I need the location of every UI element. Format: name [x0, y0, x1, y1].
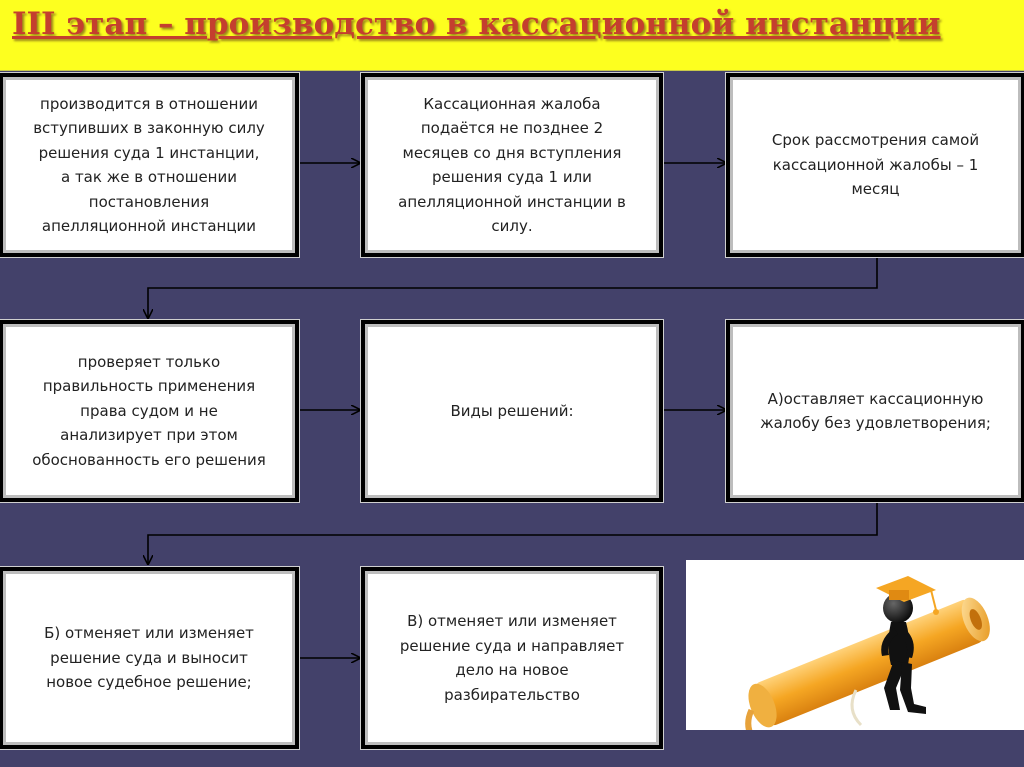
page-title: III этап – производство в кассационной инстанции: [12, 6, 941, 42]
box-review-period: [729, 76, 1022, 254]
box-scope-of-review-text: проверяет только правильность применения права судом и не анализирует при этом обоснованность его решения: [32, 352, 266, 469]
box-applies-to-text: производится в отношении вступивших в законную силу решения суда 1 инстанции, а так же в отношении постановления апелляционной инстанции: [33, 94, 265, 235]
graduate-illustration: [686, 560, 1024, 730]
box-decision-a-text: А)оставляет кассационную жалобу без удовлетворения;: [760, 389, 991, 432]
box-scope-of-review: [2, 323, 296, 499]
box-decision-b-text: Б) отменяет или изменяет решение суда и выносит новое судебное решение;: [44, 624, 254, 692]
graduate-on-scroll-icon: [686, 560, 1024, 730]
arrow-r1-to-r2: [148, 258, 877, 318]
box-decision-c-text: В) отменяет или изменяет решение суда и направляет дело на новое разбирательство: [399, 612, 625, 704]
box-decision-types: [364, 323, 660, 499]
box-applies-to: [2, 76, 296, 254]
box-decision-types-text: Виды решений:: [450, 401, 574, 420]
box-decision-b: [2, 570, 296, 746]
box-filing-deadline-text: Кассационная жалоба подаётся не позднее 2 месяцев со дня вступления решения суда 1 или апелляционной инстанции в силу.: [398, 94, 626, 235]
box-decision-c: [364, 570, 660, 746]
box-review-period-text: Срок рассмотрения самой кассационной жалобы – 1 месяц: [771, 131, 980, 199]
box-decision-a: [729, 323, 1022, 499]
box-filing-deadline: [364, 76, 660, 254]
arrow-r2-to-r3: [148, 503, 877, 564]
